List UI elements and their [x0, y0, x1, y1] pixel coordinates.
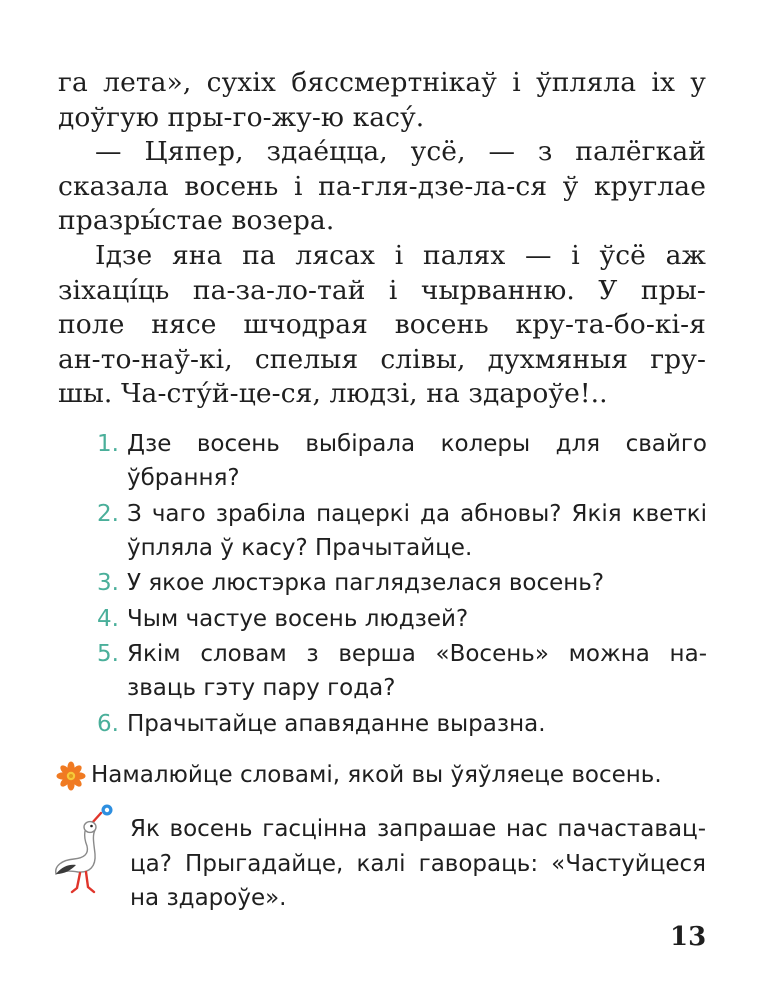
story-line: шы. Ча-сту́й-це-ся, людзі, на здароўе!.. [58, 378, 608, 410]
flower-icon [56, 761, 86, 791]
question-item [97, 637, 707, 705]
page-number: 13 [670, 922, 707, 952]
questions-list [97, 427, 707, 742]
story-line: сказала восень і па-гля-дзе-ла-ся ў круглае [58, 170, 706, 202]
question-item [97, 497, 707, 565]
question-number: 1. [97, 431, 119, 457]
question-item [97, 707, 707, 741]
question-item [97, 602, 707, 636]
question-line: Чым частуе восень людзей? [127, 605, 469, 632]
question-line: ўпляла ў касу? Прачытайце. [127, 534, 473, 561]
discussion-line: на здароўе». [130, 885, 287, 911]
story-line: Ідзе яна па лясах і палях — і ўсё аж [95, 239, 706, 271]
question-line: З чаго зрабіла пацеркі да абновы? Якія кветкі [127, 500, 707, 527]
question-item [97, 427, 707, 495]
story-line: ан-то-наў-кі, спелыя слівы, духмяныя гру- [58, 343, 706, 375]
story-line: — Цяпер, здае́цца, усё, — з палёгкай [95, 136, 706, 168]
discussion-line: Як восень гасцінна запрашае нас пачаставац- [130, 816, 706, 842]
question-number: 4. [97, 605, 119, 632]
question-line: Прачытайце апавяданне выразна. [127, 710, 546, 737]
stork-icon [50, 804, 126, 896]
story-line: га лета», сухіх бяссмертнікаў і ўпляла іх у [58, 67, 706, 98]
story-line: зіхаці́ць па-за-ло-тай і чырванню. У пры- [58, 274, 706, 306]
discussion-line: ца? Прыгадайце, калі гавораць: «Частуйцеся [130, 850, 706, 877]
story-line: доўгую пры-го-жу-ю касу́. [58, 101, 425, 133]
story-line: поле нясе шчодрая восень кру-та-бо-кі-я [58, 309, 706, 341]
question-number: 2. [97, 500, 119, 527]
task-text: Намалюйце словамі, якой вы ўяўляеце восень. [91, 762, 662, 788]
question-number: 5. [97, 641, 119, 667]
story-line: празры́стае возера. [58, 205, 335, 237]
question-line: У якое люстэрка паглядзелася восень? [127, 570, 605, 596]
question-line: Дзе восень выбірала колеры для свайго [127, 431, 707, 457]
story-text [58, 66, 706, 412]
question-number: 6. [97, 710, 119, 737]
question-number: 3. [97, 570, 119, 596]
question-line: зваць гэту пару года? [127, 675, 396, 701]
question-line: Якім словам з верша «Восень» можна на- [127, 641, 707, 667]
question-item [97, 566, 707, 600]
question-line: ўбрання? [127, 465, 240, 491]
discussion-text [130, 812, 706, 916]
